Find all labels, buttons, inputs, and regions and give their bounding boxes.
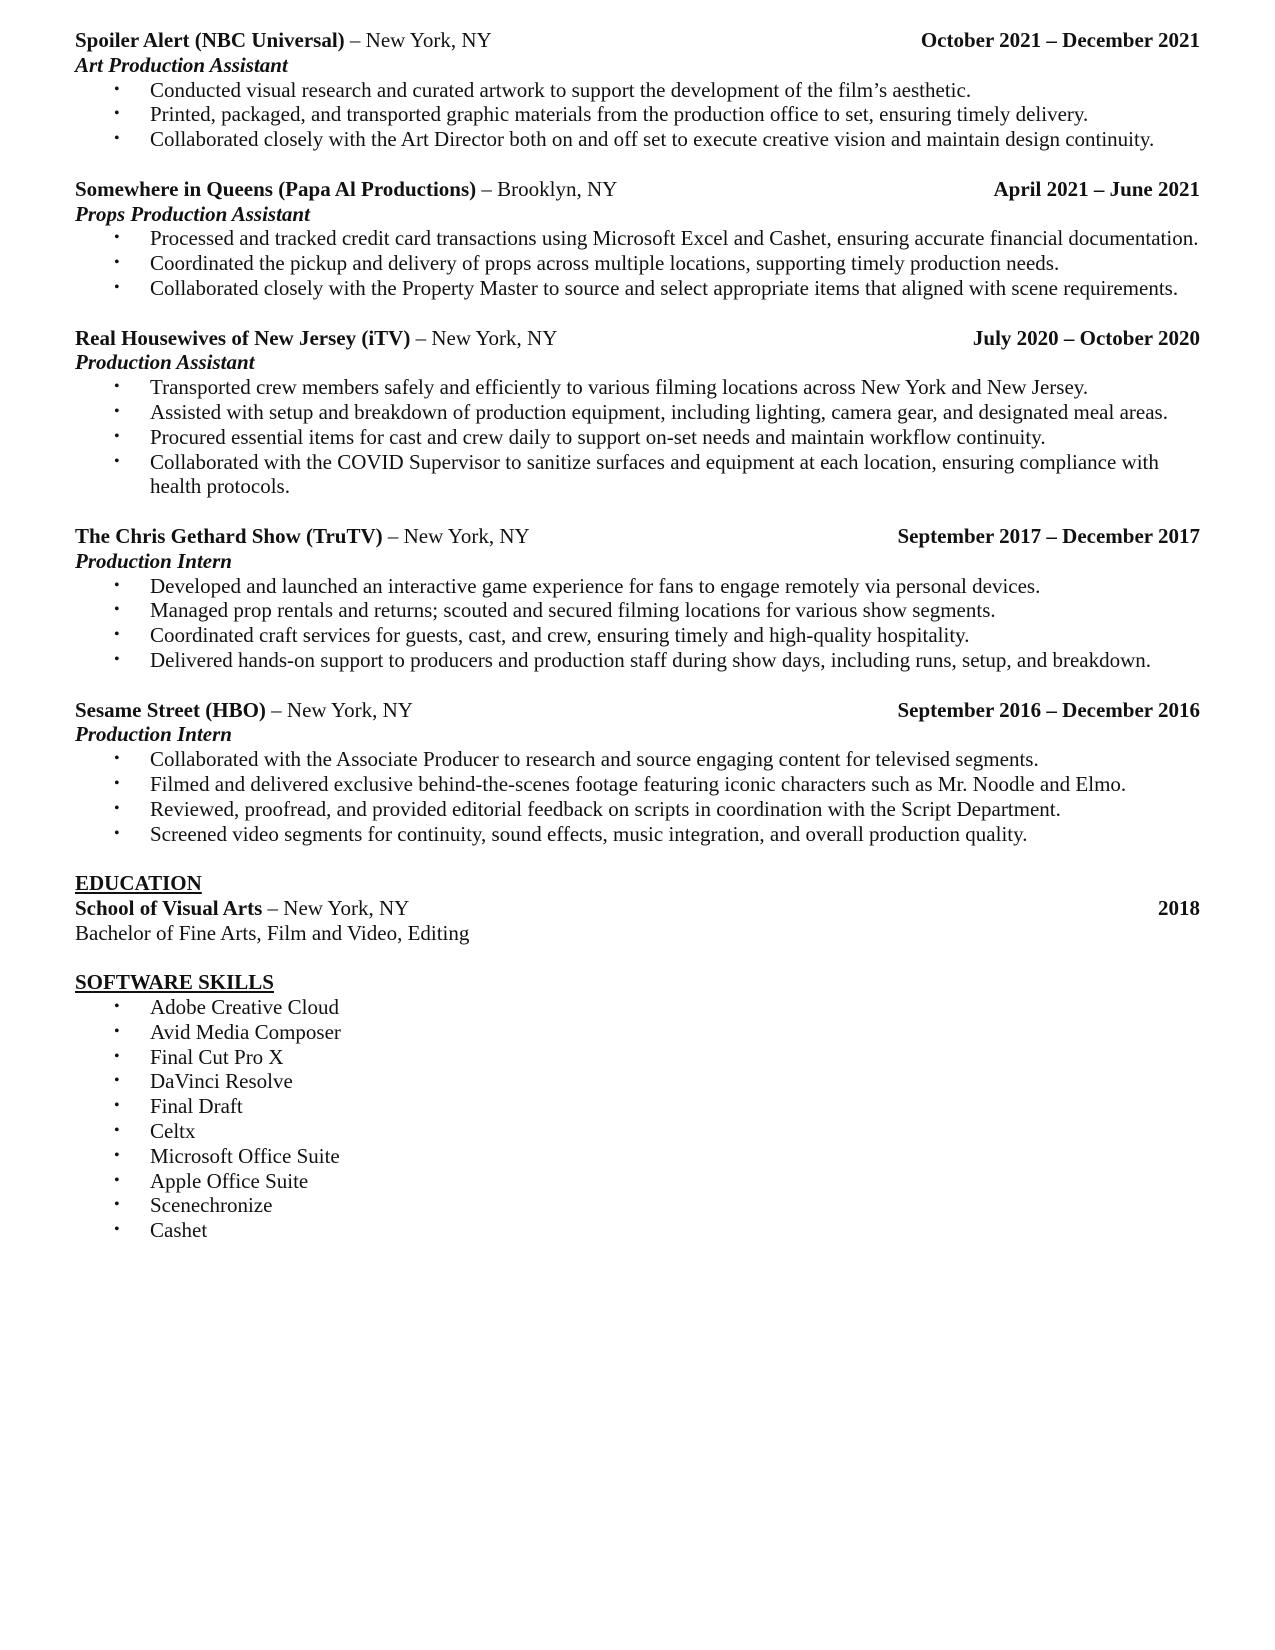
education-degree: Bachelor of Fine Arts, Film and Video, Editing <box>75 920 470 945</box>
job-bullet: • Screened video segments for continuity, sound effects, music integration, and overall production quality. <box>114 821 1028 846</box>
bullet-icon: • <box>114 105 120 123</box>
job-bullet: • Reviewed, proofread, and provided editorial feedback on scripts in coordination with the Script Department. <box>114 796 1061 821</box>
job-organization: Spoiler Alert (NBC Universal) <box>75 28 345 52</box>
job-role: Art Production Assistant <box>75 52 288 77</box>
job-bullets <box>75 574 1200 673</box>
bullet-icon: • <box>114 130 120 148</box>
job-bullets <box>75 78 1200 152</box>
job-bullet: • Collaborated closely with the Property Master to source and select appropriate items that aligned with scene requirements. <box>114 275 1179 300</box>
bullet-icon: • <box>114 799 120 817</box>
bullet-icon: • <box>114 626 120 644</box>
job-bullet: • Conducted visual research and curated artwork to support the development of the film’s aesthetic. <box>114 77 972 102</box>
experience-entry <box>75 326 1200 500</box>
job-org-line <box>75 524 530 549</box>
job-location: – New York, NY <box>344 28 492 52</box>
experience-entry <box>75 177 1200 301</box>
bullet-icon: • <box>114 378 120 396</box>
skill-item: • Microsoft Office Suite <box>114 1143 340 1168</box>
resume-page <box>75 28 1200 1243</box>
bullet-icon: • <box>114 278 120 296</box>
job-org-line <box>75 698 413 723</box>
bullet-icon: • <box>114 1022 120 1040</box>
skill-item: • Final Cut Pro X <box>114 1044 284 1069</box>
job-bullet: • Collaborated with the Associate Producer to research and source engaging content for televised segments. <box>114 747 1039 772</box>
bullet-icon: • <box>114 1146 120 1164</box>
job-org-line <box>75 177 617 202</box>
education-section <box>75 871 1200 945</box>
job-role: Production Assistant <box>75 350 255 375</box>
job-header <box>75 177 1200 202</box>
job-location: – Brooklyn, NY <box>476 176 618 201</box>
job-bullet: • Assisted with setup and breakdown of production equipment, including lighting, camera gear, and designated meal areas. <box>114 399 1168 424</box>
bullet-icon: • <box>114 229 120 247</box>
job-header <box>75 524 1200 549</box>
bullet-icon: • <box>114 452 120 470</box>
bullet-icon: • <box>114 650 120 668</box>
job-bullet: • Developed and launched an interactive game experience for fans to engage remotely via personal devices. <box>114 573 1041 598</box>
job-dates: September 2016 – December 2016 <box>897 697 1200 722</box>
bullet-icon: • <box>114 601 120 619</box>
skill-item: • Avid Media Composer <box>114 1019 341 1044</box>
job-bullet: • Procured essential items for cast and crew daily to support on-set needs and maintain workflow continuity. <box>114 424 1046 449</box>
job-location: – New York, NY <box>265 697 413 722</box>
experience-entry <box>75 698 1200 847</box>
job-dates: July 2020 – October 2020 <box>972 325 1200 350</box>
education-year: 2018 <box>1158 895 1200 920</box>
job-bullet: • Delivered hands-on support to producers and production staff during show days, including runs, setup, and breakdown. <box>114 647 1151 672</box>
job-bullet: • Printed, packaged, and transported graphic materials from the production office to set, ensuring timely delivery. <box>114 102 1089 127</box>
skill-item: • Cashet <box>114 1218 208 1243</box>
job-location: – New York, NY <box>410 325 558 350</box>
experience-entry <box>75 28 1200 152</box>
bullet-icon: • <box>114 1196 120 1214</box>
bullet-icon: • <box>114 1072 120 1090</box>
bullet-icon: • <box>114 427 120 445</box>
job-role: Production Intern <box>75 548 232 573</box>
bullet-icon: • <box>114 402 120 420</box>
job-bullet: • Managed prop rentals and returns; scouted and secured filming locations for various show segments. <box>114 598 996 623</box>
job-bullet: • Coordinated craft services for guests, cast, and crew, ensuring timely and high-quality hospitality. <box>114 623 970 648</box>
skill-item: • Scenechronize <box>114 1193 273 1218</box>
bullet-icon: • <box>114 774 120 792</box>
job-org-line <box>75 28 492 53</box>
job-header <box>75 698 1200 723</box>
skill-item: • Final Draft <box>114 1094 243 1119</box>
bullet-icon: • <box>114 1097 120 1115</box>
job-dates: October 2021 – December 2021 <box>920 28 1200 52</box>
bullet-icon: • <box>114 80 120 98</box>
job-organization: Sesame Street (HBO) <box>75 697 266 722</box>
job-bullets <box>75 747 1200 846</box>
bullet-icon: • <box>114 1171 120 1189</box>
education-heading: EDUCATION <box>75 871 202 896</box>
experience-entry <box>75 524 1200 673</box>
job-organization: The Chris Gethard Show (TruTV) <box>75 523 383 548</box>
job-org-line <box>75 326 557 351</box>
skill-item: • DaVinci Resolve <box>114 1069 293 1094</box>
job-bullets <box>75 226 1200 300</box>
job-bullet: • Collaborated closely with the Art Director both on and off set to execute creative vision and maintain design continuity. <box>114 127 1155 152</box>
job-organization: Somewhere in Queens (Papa Al Productions) <box>75 176 477 201</box>
job-role: Props Production Assistant <box>75 201 310 226</box>
bullet-icon: • <box>114 576 120 594</box>
job-bullet: • Processed and tracked credit card transactions using Microsoft Excel and Cashet, ensuring accurate financial documentation. <box>114 226 1199 251</box>
job-role: Production Intern <box>75 722 232 747</box>
skill-item: • Adobe Creative Cloud <box>114 995 339 1020</box>
education-header <box>75 896 1200 921</box>
education-school-line <box>75 896 409 921</box>
bullet-icon: • <box>114 998 120 1016</box>
skill-item: • Apple Office Suite <box>114 1168 309 1193</box>
bullet-icon: • <box>114 824 120 842</box>
skills-heading: SOFTWARE SKILLS <box>75 970 274 995</box>
job-bullets <box>75 375 1200 499</box>
education-location: – New York, NY <box>262 895 410 920</box>
job-bullet: • Coordinated the pickup and delivery of props across multiple locations, supporting timely production needs. <box>114 251 1060 276</box>
job-organization: Real Housewives of New Jersey (iTV) <box>75 325 411 350</box>
job-bullet: • Collaborated with the COVID Supervisor to sanitize surfaces and equipment at each location, ensuring compliance with health protocols. <box>114 449 1159 499</box>
job-location: – New York, NY <box>382 523 530 548</box>
job-header <box>75 326 1200 351</box>
education-school: School of Visual Arts <box>75 895 263 920</box>
job-dates: September 2017 – December 2017 <box>897 523 1200 548</box>
skills-section <box>75 970 1200 1243</box>
job-dates: April 2021 – June 2021 <box>993 176 1200 201</box>
bullet-icon: • <box>114 1047 120 1065</box>
job-bullet: • Filmed and delivered exclusive behind-the-scenes footage featuring iconic characters such as Mr. Noodle and Elmo. <box>114 771 1127 796</box>
job-bullet: • Transported crew members safely and efficiently to various filming locations across New York and New Jersey. <box>114 375 1089 400</box>
bullet-icon: • <box>114 1221 120 1239</box>
bullet-icon: • <box>114 1122 120 1140</box>
job-header <box>75 28 1200 53</box>
bullet-icon: • <box>114 750 120 768</box>
bullet-icon: • <box>114 254 120 272</box>
skill-item: • Celtx <box>114 1119 196 1144</box>
skills-list <box>75 995 1200 1243</box>
